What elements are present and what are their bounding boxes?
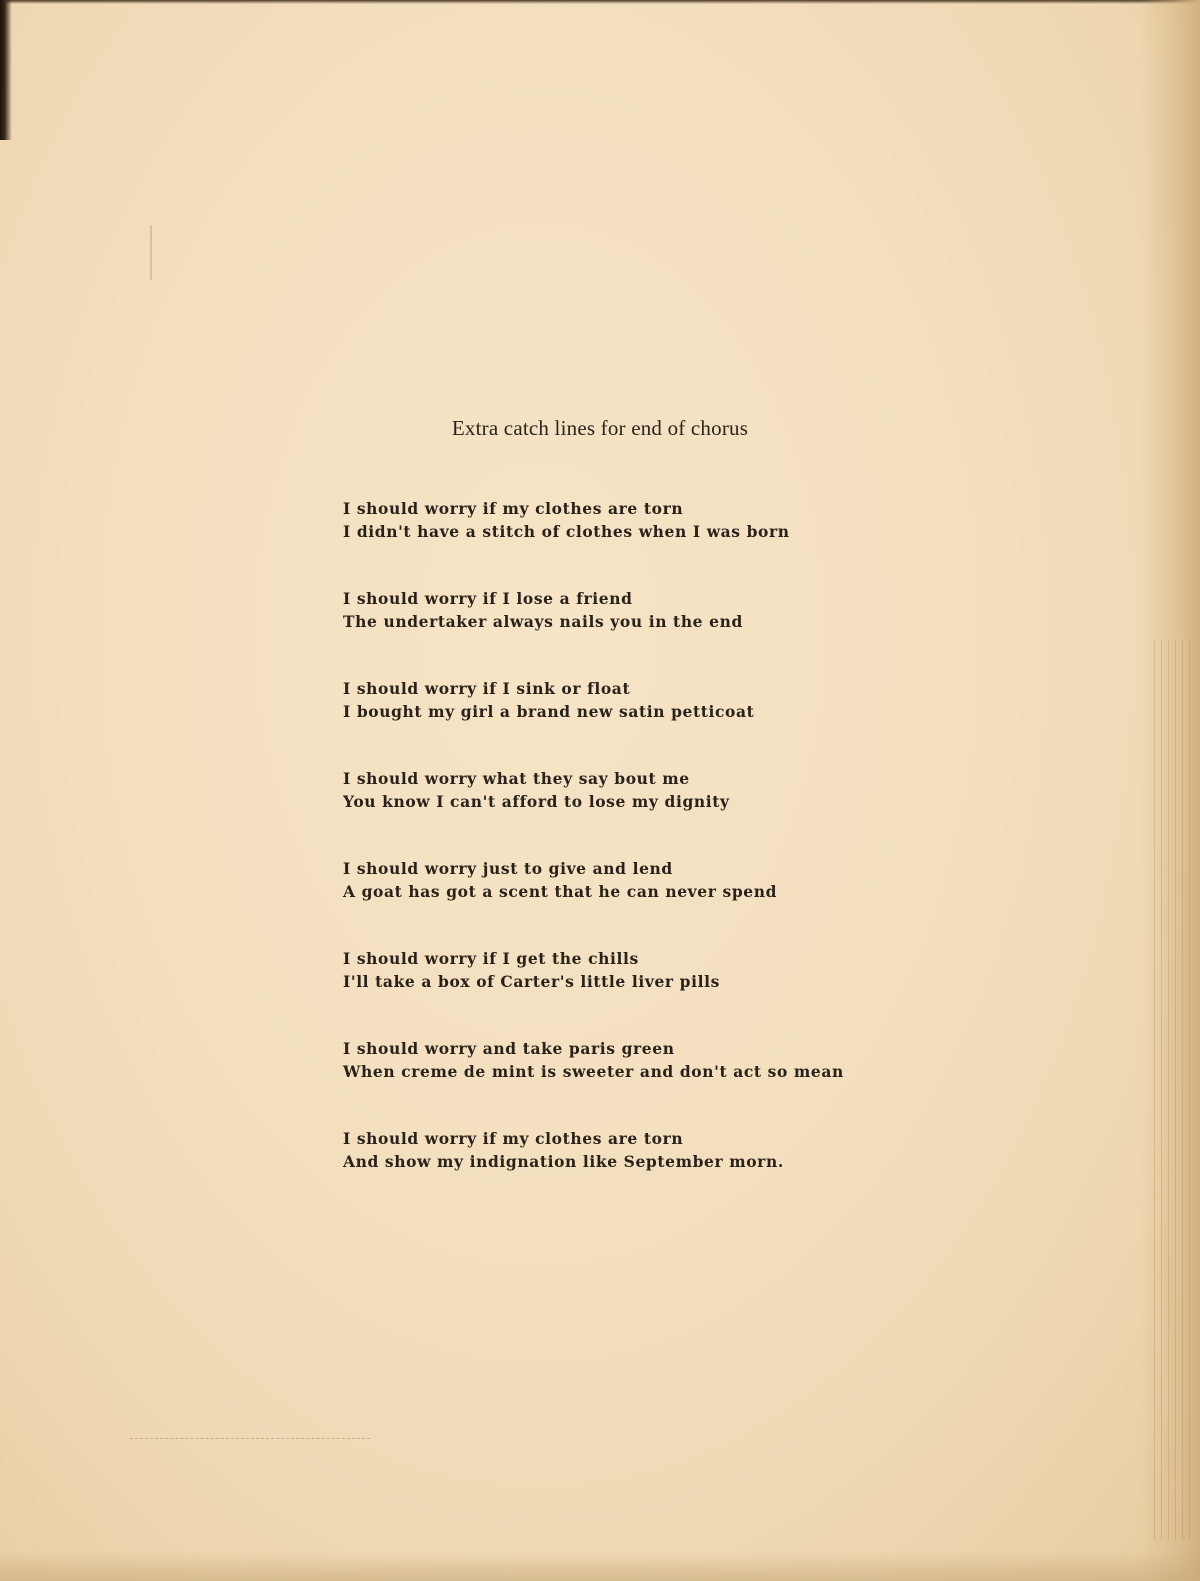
left-edge-shadow: [0, 0, 12, 140]
stanza-line: I should worry just to give and lend: [343, 859, 673, 878]
stanza-line: I should worry if I get the chills: [343, 949, 639, 968]
stanza-line: A goat has got a scent that he can never spend: [343, 882, 778, 901]
stanza: [343, 947, 1143, 993]
stanza-line: I didn't have a stitch of clothes when I was born: [343, 522, 790, 541]
right-edge-page-stack: [1154, 640, 1194, 1540]
stanza: [343, 857, 1143, 903]
stanza-line: I should worry what they say bout me: [343, 769, 690, 788]
stanza-line: I should worry if my clothes are torn: [343, 1129, 684, 1148]
stanza: [343, 587, 1143, 633]
stanza-line: I'll take a box of Carter's little liver pills: [343, 972, 720, 991]
stanza-line: The undertaker always nails you in the end: [343, 612, 743, 631]
fold-crease: [130, 1438, 370, 1440]
stanza-line: I should worry if I sink or float: [343, 679, 631, 698]
stanza-line: When creme de mint is sweeter and don't act so mean: [343, 1062, 844, 1081]
stanza-line: You know I can't afford to lose my dignity: [343, 792, 730, 811]
stanza: [343, 767, 1143, 813]
top-edge-shadow: [0, 0, 1200, 4]
stanza-line: I should worry if I lose a friend: [343, 589, 633, 608]
stanza-line: I bought my girl a brand new satin petticoat: [343, 702, 755, 721]
stanza: [343, 497, 1143, 543]
stanza: [343, 677, 1143, 723]
stanza-line: I should worry if my clothes are torn: [343, 499, 684, 518]
stanza-line: And show my indignation like September morn.: [343, 1152, 784, 1171]
bottom-edge-discoloration: [0, 1551, 1200, 1581]
margin-mark: [150, 225, 152, 280]
page-title: Extra catch lines for end of chorus: [451, 416, 749, 440]
stanza-line: I should worry and take paris green: [343, 1039, 675, 1058]
stanza: [343, 1127, 1143, 1173]
stanza: [343, 1037, 1143, 1083]
